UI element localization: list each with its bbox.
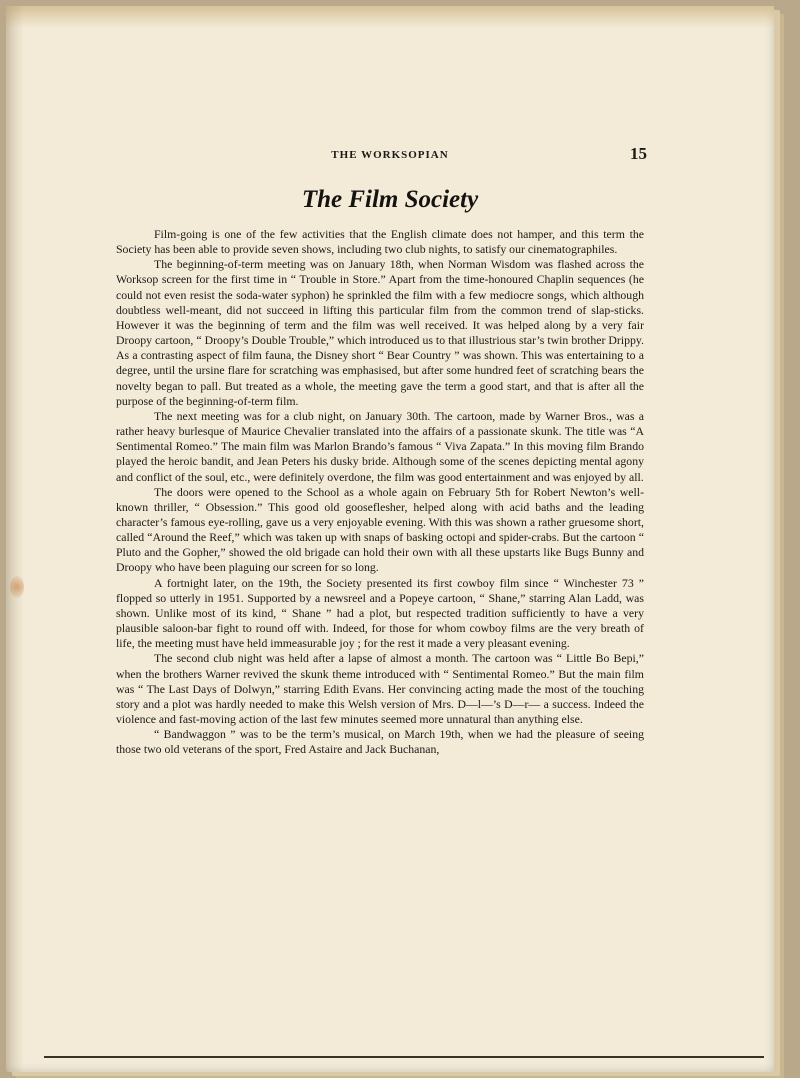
page-bottom-edge bbox=[44, 1056, 764, 1058]
paragraph-1: Film-going is one of the few activities that the English climate does not hamper, and this term the Society has been able to provide seven shows, including two club nights, to satisfy our cinematographiles. bbox=[116, 227, 644, 257]
document-page bbox=[6, 6, 774, 1072]
paragraph-2: The beginning-of-term meeting was on January 18th, when Norman Wisdom was flashed across the Worksop screen for the first time in “ Trouble in Store.” Apart from the time-honoured Chaplin sequences (he could not even resist the soda-water syphon) he sprinkled the film with a few mediocre songs, which although doubtless well-meant, did not succeed in lifting this particular film from the common trend of slap-sticks. However it was the beginning of term and the film was well received. It was helped along by a very fair Droopy cartoon, “ Droopy’s Double Trouble,” which introduced us to that illustrious star’s twin brother Drippy. As a contrasting aspect of film fauna, the Disney short “ Bear Country ” was shown. This was entertaining to a degree, until the ursine flare for scratching was emphasised, but after some hundred feet of scratching bears the novelty began to pall. But treated as a whole, the meeting gave the term a good start, and that is after all the purpose of the beginning-of-term film. bbox=[116, 257, 644, 408]
paragraph-6: The second club night was held after a lapse of almost a month. The cartoon was “ Little Bo Bepi,” when the brothers Warner revived the skunk theme introduced with “ Sentimental Romeo.” But the main film was “ The Last Days of Dolwyn,” starring Edith Evans. Her convincing acting made the most of the touching story and a plot was hardly needed to make this Welsh version of Mrs. D—l—’s D—r— a success. Indeed the violence and fast-moving action of the last few minutes seemed more unnatural than anything else. bbox=[116, 651, 644, 726]
paper-stain bbox=[10, 576, 24, 598]
paragraph-3: The next meeting was for a club night, on January 30th. The cartoon, made by Warner Bros., was a rather heavy burlesque of Maurice Chevalier translated into the affairs of a passionate skunk. The title was “A Sentimental Romeo.” The main film was Marlon Brando’s famous “ Viva Zapata.” In this moving film Brando played the heroic bandit, and Jean Peters his dusky bride. Although some of the scenes depicting mental agony and conflict of the soul, etc., were definitely overdone, the film was good entertainment and was enjoyed by all. bbox=[116, 408, 644, 484]
article-body bbox=[116, 227, 644, 757]
paragraph-7: “ Bandwaggon ” was to be the term’s musical, on March 19th, when we had the pleasure of seeing those two old veterans of the sport, Fred Astaire and Jack Buchanan, bbox=[116, 727, 644, 757]
article-title: The Film Society bbox=[301, 186, 479, 213]
running-head: THE WORKSOPIAN bbox=[331, 149, 449, 161]
paragraph-4: The doors were opened to the School as a whole again on February 5th for Robert Newton’s well-known thriller, “ Obsession.” This good old gooseflesher, helped along with acid baths and the leading character’s famous eye-rolling, gave us a very enjoyable evening. With this was shown a rather gruesome short, called “Around the Reef,” which was taken up with snaps of basking octopi and spider-crabs. But the cartoon “ Pluto and the Gopher,” showed the old brigade can hold their own with all these upstarts like Bugs Bunny and Droopy who have been plaguing our screen for so long. bbox=[116, 484, 644, 575]
page-number: 15 bbox=[630, 144, 647, 163]
paragraph-5: A fortnight later, on the 19th, the Society presented its first cowboy film since “ Winchester 73 ” flopped so utterly in 1951. Supported by a newsreel and a Popeye cartoon, “ Shane,” starring Alan Ladd, was shown. Unlike most of its kind, “ Shane ” had a plot, but respected tradition sufficiently to have a very plausible saloon-bar fight to round off with. Indeed, for those for whom cowboy films are the very breath of life, the meeting must have held immeasurable joy ; for the rest it made a very pleasant evening. bbox=[116, 575, 644, 651]
